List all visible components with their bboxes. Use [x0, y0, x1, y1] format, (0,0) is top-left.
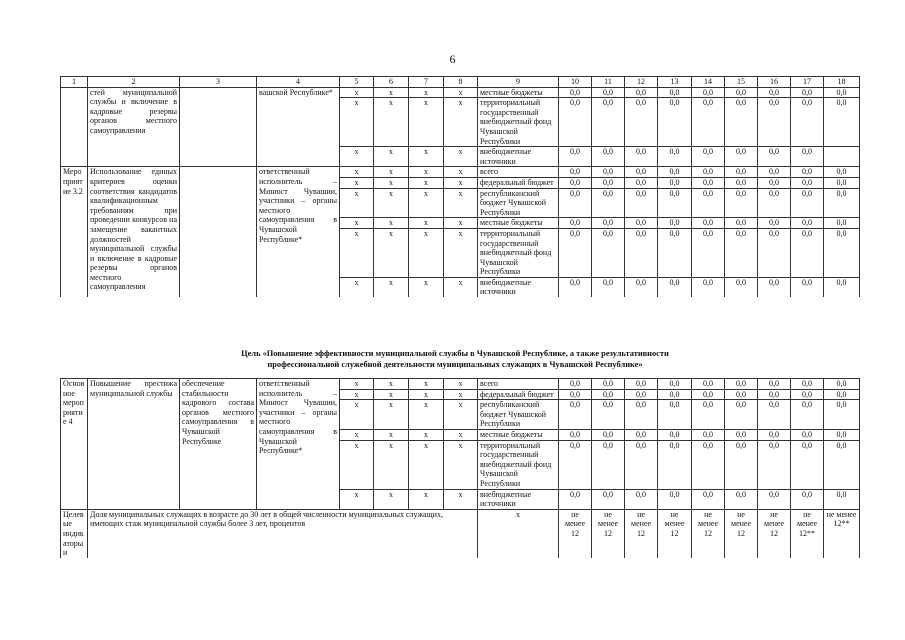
amount-cell: 0,0: [692, 228, 725, 277]
amount-cell: 0,0: [625, 440, 658, 489]
amount-cell: 0,0: [559, 167, 592, 178]
funding-source: федеральный бюджет: [478, 177, 559, 188]
amount-cell: 0,0: [692, 218, 725, 229]
table-row: [61, 87, 860, 98]
code-cell: x: [374, 87, 409, 98]
amount-cell: 0,0: [625, 218, 658, 229]
amount-cell: 0,0: [758, 167, 791, 178]
block-continuation: [61, 87, 860, 167]
amount-cell: 0,0: [791, 440, 824, 489]
code-cell: x: [374, 489, 409, 509]
amount-cell: 0,0: [725, 98, 758, 147]
code-cell: x: [444, 167, 478, 178]
code-cell: x: [444, 147, 478, 167]
amount-cell: 0,0: [658, 489, 692, 509]
code-cell: x: [444, 389, 478, 400]
goal-heading-line1: Цель «Повышение эффективности муниципальной службы в Чувашской Республике, а также результативности: [241, 349, 669, 358]
amount-cell: 0,0: [824, 87, 860, 98]
amount-cell: 0,0: [559, 277, 592, 297]
amount-cell: 0,0: [824, 188, 860, 218]
code-cell: x: [444, 440, 478, 489]
code-cell: x: [340, 167, 374, 178]
column-header: 8: [444, 77, 478, 88]
amount-cell: 0,0: [658, 440, 692, 489]
amount-cell: 0,0: [824, 429, 860, 440]
amount-cell: 0,0: [725, 87, 758, 98]
code-cell: x: [409, 98, 444, 147]
amount-cell: 0,0: [791, 177, 824, 188]
goal-heading-line2: профессиональной служебной деятельности муниципальных служащих в Чувашской Республике»: [267, 360, 643, 369]
column-header: 4: [257, 77, 340, 88]
amount-cell: 0,0: [824, 379, 860, 390]
amount-cell: 0,0: [791, 147, 824, 167]
code-cell: x: [374, 379, 409, 390]
amount-cell: 0,0: [559, 147, 592, 167]
amount-cell: 0,0: [559, 440, 592, 489]
funding-source: местные бюджеты: [478, 429, 559, 440]
amount-cell: 0,0: [592, 489, 625, 509]
amount-cell: 0,0: [625, 188, 658, 218]
amount-cell: 0,0: [692, 389, 725, 400]
measure-name: стей муниципальной службы и включение в кадровые резервы органов местного самоуправления: [88, 87, 180, 167]
amount-cell: 0,0: [592, 400, 625, 430]
amount-cell: 0,0: [824, 400, 860, 430]
code-cell: x: [409, 389, 444, 400]
block-measure-3-2: [61, 167, 860, 297]
amount-cell: 0,0: [658, 228, 692, 277]
amount-cell: 0,0: [559, 400, 592, 430]
amount-cell: 0,0: [559, 379, 592, 390]
amount-cell: 0,0: [559, 389, 592, 400]
amount-cell: 0,0: [725, 218, 758, 229]
column-header: 5: [340, 77, 374, 88]
amount-cell: 0,0: [625, 277, 658, 297]
amount-cell: 0,0: [758, 177, 791, 188]
amount-cell: 0,0: [592, 87, 625, 98]
code-cell: x: [444, 177, 478, 188]
code-cell: x: [340, 400, 374, 430]
funding-source: всего: [478, 167, 559, 178]
column-header: 3: [180, 77, 257, 88]
amount-cell: 0,0: [692, 188, 725, 218]
amount-cell: 0,0: [692, 440, 725, 489]
code-cell: x: [340, 98, 374, 147]
code-cell: x: [409, 167, 444, 178]
program-table-part2: [60, 378, 860, 558]
amount-cell: 0,0: [791, 400, 824, 430]
indicator-value: не менее 12: [725, 509, 758, 557]
amount-cell: 0,0: [658, 429, 692, 440]
column-header: 16: [758, 77, 791, 88]
amount-cell: 0,0: [625, 177, 658, 188]
funding-source: местные бюджеты: [478, 87, 559, 98]
code-cell: x: [444, 218, 478, 229]
code-cell: x: [409, 188, 444, 218]
column-header: 6: [374, 77, 409, 88]
amount-cell: 0,0: [592, 218, 625, 229]
amount-cell: 0,0: [658, 277, 692, 297]
funding-source: республиканский бюджет Чувашской Республики: [478, 188, 559, 218]
amount-cell: 0,0: [625, 228, 658, 277]
amount-cell: 0,0: [791, 188, 824, 218]
amount-cell: 0,0: [791, 429, 824, 440]
responsible-executor: ответственный исполнитель – Минюст Чувашии, участники – органы местного самоуправления в Чувашской Республике*: [257, 167, 340, 297]
amount-cell: 0,0: [559, 218, 592, 229]
code-cell: x: [374, 218, 409, 229]
indicator-value: не менее 12**: [824, 509, 860, 557]
indicator-value: не менее 12: [758, 509, 791, 557]
column-number-row: [61, 77, 860, 88]
amount-cell: 0,0: [725, 400, 758, 430]
amount-cell: 0,0: [824, 277, 860, 297]
funding-source: территориальный государственный внебюджетный фонд Чувашской Республики: [478, 228, 559, 277]
amount-cell: 0,0: [658, 389, 692, 400]
funding-source: территориальный государственный внебюджетный фонд Чувашской Республики: [478, 440, 559, 489]
indicator-value: не менее 12: [658, 509, 692, 557]
amount-cell: 0,0: [824, 167, 860, 178]
measure-label: Основное мероприятие 4: [61, 379, 88, 510]
code-cell: x: [374, 277, 409, 297]
amount-cell: 0,0: [592, 389, 625, 400]
amount-cell: 0,0: [658, 379, 692, 390]
code-cell: x: [374, 147, 409, 167]
code-cell: x: [374, 400, 409, 430]
amount-cell: 0,0: [658, 87, 692, 98]
amount-cell: 0,0: [725, 228, 758, 277]
amount-cell: 0,0: [592, 98, 625, 147]
indicator-row: [61, 509, 860, 557]
amount-cell: 0,0: [725, 277, 758, 297]
code-cell: x: [409, 87, 444, 98]
amount-cell: 0,0: [791, 379, 824, 390]
amount-cell: 0,0: [791, 489, 824, 509]
code-cell: x: [444, 188, 478, 218]
indicator-code: x: [478, 509, 559, 557]
code-cell: x: [444, 379, 478, 390]
amount-cell: 0,0: [625, 489, 658, 509]
column-header: 14: [692, 77, 725, 88]
indicator-label: Целевые индикаторы и: [61, 509, 88, 557]
amount-cell: 0,0: [592, 440, 625, 489]
amount-cell: 0,0: [592, 429, 625, 440]
code-cell: x: [409, 400, 444, 430]
code-cell: x: [444, 87, 478, 98]
measure-task: обеспечение стабильности кадрового состава органов местного самоуправления в Чувашской Республике: [180, 379, 257, 510]
amount-cell: 0,0: [658, 188, 692, 218]
column-header: 7: [409, 77, 444, 88]
table-row: [61, 379, 860, 390]
amount-cell: 0,0: [559, 177, 592, 188]
amount-cell: 0,0: [658, 147, 692, 167]
amount-cell: 0,0: [625, 167, 658, 178]
code-cell: x: [374, 188, 409, 218]
amount-cell: 0,0: [625, 400, 658, 430]
amount-cell: 0,0: [791, 228, 824, 277]
column-header: 9: [478, 77, 559, 88]
code-cell: x: [374, 389, 409, 400]
amount-cell: 0,0: [758, 400, 791, 430]
amount-cell: 0,0: [824, 98, 860, 147]
responsible-executor: ответственный исполнитель – Минюст Чувашии, участники – органы местного самоуправления в Чувашской Республике*: [257, 379, 340, 510]
amount-cell: 0,0: [824, 228, 860, 277]
code-cell: x: [409, 379, 444, 390]
amount-cell: 0,0: [725, 389, 758, 400]
amount-cell: 0,0: [692, 277, 725, 297]
code-cell: x: [374, 429, 409, 440]
code-cell: x: [374, 440, 409, 489]
indicator-value: не менее 12: [559, 509, 592, 557]
funding-source: внебюджетные источники: [478, 277, 559, 297]
amount-cell: 0,0: [692, 400, 725, 430]
code-cell: x: [340, 440, 374, 489]
amount-cell: 0,0: [658, 218, 692, 229]
amount-cell: 0,0: [758, 429, 791, 440]
code-cell: x: [374, 98, 409, 147]
amount-cell: 0,0: [625, 389, 658, 400]
amount-cell: 0,0: [758, 147, 791, 167]
amount-cell: 0,0: [725, 489, 758, 509]
funding-source: территориальный государственный внебюджетный фонд Чувашской Республики: [478, 98, 559, 147]
amount-cell: 0,0: [758, 218, 791, 229]
funding-source: федеральный бюджет: [478, 389, 559, 400]
amount-cell: 0,0: [692, 489, 725, 509]
code-cell: x: [340, 177, 374, 188]
amount-cell: 0,0: [725, 167, 758, 178]
funding-source: внебюджетные источники: [478, 147, 559, 167]
code-cell: x: [409, 277, 444, 297]
amount-cell: 0,0: [692, 98, 725, 147]
amount-cell: 0,0: [824, 389, 860, 400]
column-header: 13: [658, 77, 692, 88]
amount-cell: 0,0: [692, 379, 725, 390]
amount-cell: 0,0: [758, 228, 791, 277]
column-header: 12: [625, 77, 658, 88]
block-indicators: [61, 509, 860, 557]
amount-cell: 0,0: [658, 177, 692, 188]
column-header: 17: [791, 77, 824, 88]
code-cell: x: [409, 228, 444, 277]
amount-cell: 0,0: [824, 218, 860, 229]
block-main-measure-4: [61, 379, 860, 510]
responsible-executor: вашской Республике*: [257, 87, 340, 167]
amount-cell: 0,0: [658, 400, 692, 430]
column-header: 2: [88, 77, 180, 88]
table-row: [61, 167, 860, 178]
amount-cell: 0,0: [625, 147, 658, 167]
amount-cell: 0,0: [725, 188, 758, 218]
code-cell: x: [409, 429, 444, 440]
amount-cell: 0,0: [592, 188, 625, 218]
amount-cell: 0,0: [824, 440, 860, 489]
code-cell: x: [340, 277, 374, 297]
amount-cell: 0,0: [758, 389, 791, 400]
indicator-value: не менее 12**: [791, 509, 824, 557]
code-cell: x: [444, 429, 478, 440]
amount-cell: 0,0: [559, 98, 592, 147]
amount-cell: 0,0: [625, 429, 658, 440]
measure-task: [180, 87, 257, 167]
amount-cell: 0,0: [692, 147, 725, 167]
code-cell: x: [340, 389, 374, 400]
amount-cell: 0,0: [658, 167, 692, 178]
amount-cell: 0,0: [692, 177, 725, 188]
amount-cell: 0,0: [692, 87, 725, 98]
code-cell: x: [444, 228, 478, 277]
indicator-value: не менее 12: [625, 509, 658, 557]
code-cell: x: [340, 218, 374, 229]
amount-cell: 0,0: [791, 98, 824, 147]
amount-cell: 0,0: [791, 277, 824, 297]
amount-cell: 0,0: [758, 489, 791, 509]
amount-cell: 0,0: [559, 228, 592, 277]
code-cell: x: [409, 489, 444, 509]
amount-cell: 0,0: [559, 188, 592, 218]
column-header: 15: [725, 77, 758, 88]
code-cell: x: [409, 218, 444, 229]
amount-cell: 0,0: [791, 87, 824, 98]
code-cell: x: [444, 98, 478, 147]
code-cell: x: [340, 489, 374, 509]
measure-task: [180, 167, 257, 297]
code-cell: x: [409, 147, 444, 167]
code-cell: x: [340, 188, 374, 218]
funding-source: республиканский бюджет Чувашской Республики: [478, 400, 559, 430]
amount-cell: 0,0: [592, 167, 625, 178]
code-cell: x: [444, 400, 478, 430]
code-cell: x: [340, 228, 374, 277]
amount-cell: 0,0: [758, 98, 791, 147]
amount-cell: 0,0: [725, 147, 758, 167]
amount-cell: 0,0: [791, 218, 824, 229]
amount-cell: 0,0: [625, 379, 658, 390]
code-cell: x: [409, 177, 444, 188]
amount-cell: 0,0: [559, 489, 592, 509]
indicator-value: не менее 12: [692, 509, 725, 557]
program-table-part1: [60, 76, 860, 297]
amount-cell: 0,0: [758, 87, 791, 98]
amount-cell: 0,0: [559, 429, 592, 440]
indicator-text: Доля муниципальных служащих в возрасте до 30 лет в общей численности муниципальных служащих, имеющих стаж муниципальной службы более 3 лет, процентов: [88, 509, 478, 557]
code-cell: x: [340, 429, 374, 440]
amount-cell: 0,0: [758, 440, 791, 489]
funding-source: внебюджетные источники: [478, 489, 559, 509]
amount-cell: 0,0: [692, 429, 725, 440]
code-cell: x: [374, 228, 409, 277]
amount-cell: 0,0: [725, 440, 758, 489]
measure-name: Использование единых критериев оценки соответствия кандидатов квалификационным требованиям при проведении конкурсов на замещение вакантных должностей муниципальной службы и включение в кадровые резервы органов местного самоуправления: [88, 167, 180, 297]
amount-cell: 0,0: [625, 98, 658, 147]
code-cell: x: [340, 379, 374, 390]
column-header: 10: [559, 77, 592, 88]
amount-cell: 0,0: [791, 389, 824, 400]
amount-cell: 0,0: [725, 429, 758, 440]
page-number: 6: [449, 52, 456, 66]
amount-cell: 0,0: [725, 177, 758, 188]
code-cell: x: [444, 489, 478, 509]
amount-cell: 0,0: [592, 277, 625, 297]
code-cell: x: [409, 440, 444, 489]
amount-cell: 0,0: [559, 87, 592, 98]
amount-cell: 0,0: [758, 277, 791, 297]
amount-cell: 0,0: [725, 379, 758, 390]
code-cell: x: [374, 167, 409, 178]
code-cell: x: [374, 177, 409, 188]
amount-cell: 0,0: [592, 379, 625, 390]
measure-label: Мероприятие 3.2: [61, 167, 88, 297]
amount-cell: 0,0: [824, 177, 860, 188]
amount-cell: 0,0: [592, 177, 625, 188]
column-header: 11: [592, 77, 625, 88]
amount-cell: 0,0: [592, 228, 625, 277]
funding-source: всего: [478, 379, 559, 390]
amount-cell: 0,0: [824, 489, 860, 509]
measure-name: Повышение престижа муниципальной службы: [88, 379, 180, 510]
code-cell: x: [340, 147, 374, 167]
amount-cell: 0,0: [658, 98, 692, 147]
amount-cell: 0,0: [758, 188, 791, 218]
column-header: 18: [824, 77, 860, 88]
amount-cell: 0,0: [625, 87, 658, 98]
amount-cell: 0,0: [791, 167, 824, 178]
code-cell: x: [444, 277, 478, 297]
code-cell: x: [340, 87, 374, 98]
amount-cell: 0,0: [592, 147, 625, 167]
column-header: 1: [61, 77, 88, 88]
goal-heading: [60, 348, 850, 370]
indicator-value: не менее 12: [592, 509, 625, 557]
funding-source: местные бюджеты: [478, 218, 559, 229]
amount-cell: 0,0: [692, 167, 725, 178]
measure-label: [61, 87, 88, 167]
amount-cell: 0,0: [758, 379, 791, 390]
amount-cell: [824, 147, 860, 167]
